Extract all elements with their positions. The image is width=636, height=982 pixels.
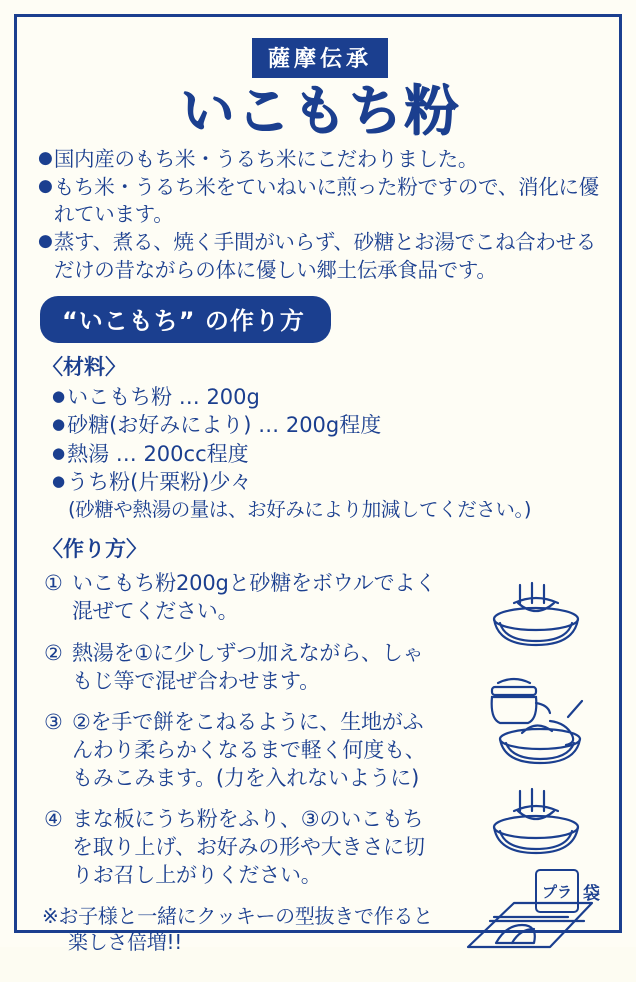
recipe-title-pill: “いこもち” の作り方 [40, 296, 331, 343]
steps-list [44, 569, 602, 889]
recipe-section-header [40, 296, 602, 343]
intro-text: もち米・うるち米をていねいに煎った粉ですので、消化に優れています。 [53, 175, 599, 227]
footnote-line-2: 楽しさ倍増!! [68, 929, 182, 954]
steps-heading: 〈作り方〉 [42, 537, 147, 562]
brand-banner: 薩摩伝承 [252, 38, 388, 78]
ingredients-note: (砂糖や熱湯の量は、お好みにより加減してください。) [68, 497, 532, 521]
ingredients-list [52, 383, 602, 524]
bullet-dot-icon: ● [38, 148, 53, 169]
page-title: いこもち粉 [180, 79, 460, 142]
ingredient-text: 砂糖(お好みにより) … 200g程度 [67, 413, 382, 438]
list-item [52, 383, 602, 412]
bullet-dot-icon: ● [52, 472, 66, 491]
step-number: ① [44, 571, 63, 596]
step-number: ④ [44, 807, 63, 832]
bullet-dot-icon: ● [52, 415, 66, 434]
hands-kneading-bowl-icon [476, 783, 596, 874]
ingredient-text: うち粉(片栗粉)少々 [67, 470, 252, 495]
list-item [52, 411, 602, 440]
list-item [38, 146, 602, 173]
intro-text: 国内産のもち米・うるち米にこだわりました。 [53, 147, 479, 172]
bowl-with-mochi-icon [476, 573, 596, 664]
step-number: ③ [44, 709, 63, 734]
step-text: いこもち粉200gと砂糖をボウルでよく混ぜてください。 [72, 571, 436, 624]
recycle-mark-text: プラ [541, 882, 572, 901]
list-item [52, 468, 602, 497]
bullet-dot-icon: ● [52, 386, 66, 405]
package-content [12, 12, 624, 955]
list-item [38, 229, 602, 283]
step-text: ②を手で餅をこねるように、生地がふんわり柔らかくなるまで軽く何度も、もみこみます。(力を入れないように) [72, 709, 426, 790]
intro-text: 蒸す、煮る、焼く手間がいらず、砂糖とお湯でこね合わせるだけの昔ながらの体に優しい郷土伝承食品です。 [53, 230, 596, 282]
step-text: 熱湯を①に少しずつ加えながら、しゃもじ等で混ぜ合わせます。 [72, 640, 424, 693]
ingredient-text: 熱湯 … 200cc程度 [67, 441, 249, 466]
list-item [52, 440, 602, 469]
bullet-dot-icon: ● [52, 443, 66, 462]
footnote-line-1: ※お子様と一緒にクッキーの型抜きで作ると [42, 903, 433, 928]
step-text: まな板にうち粉をふり、③のいこもちを取り上げ、お好みの形や大きさに切りお召し上がりください。 [72, 807, 425, 888]
bullet-dot-icon: ● [38, 231, 53, 252]
banner-wrap [38, 38, 602, 78]
list-item [38, 174, 602, 228]
ingredient-text: いこもち粉 … 200g [67, 384, 260, 409]
bullet-dot-icon: ● [38, 176, 53, 197]
ingredients-heading: 〈材料〉 [42, 354, 126, 379]
cutting-board-knife-icon [460, 887, 600, 982]
step-number: ② [44, 640, 63, 665]
recycle-label: 袋 [583, 883, 600, 903]
intro-list [38, 146, 602, 283]
kettle-and-bowl-icon [476, 677, 596, 780]
